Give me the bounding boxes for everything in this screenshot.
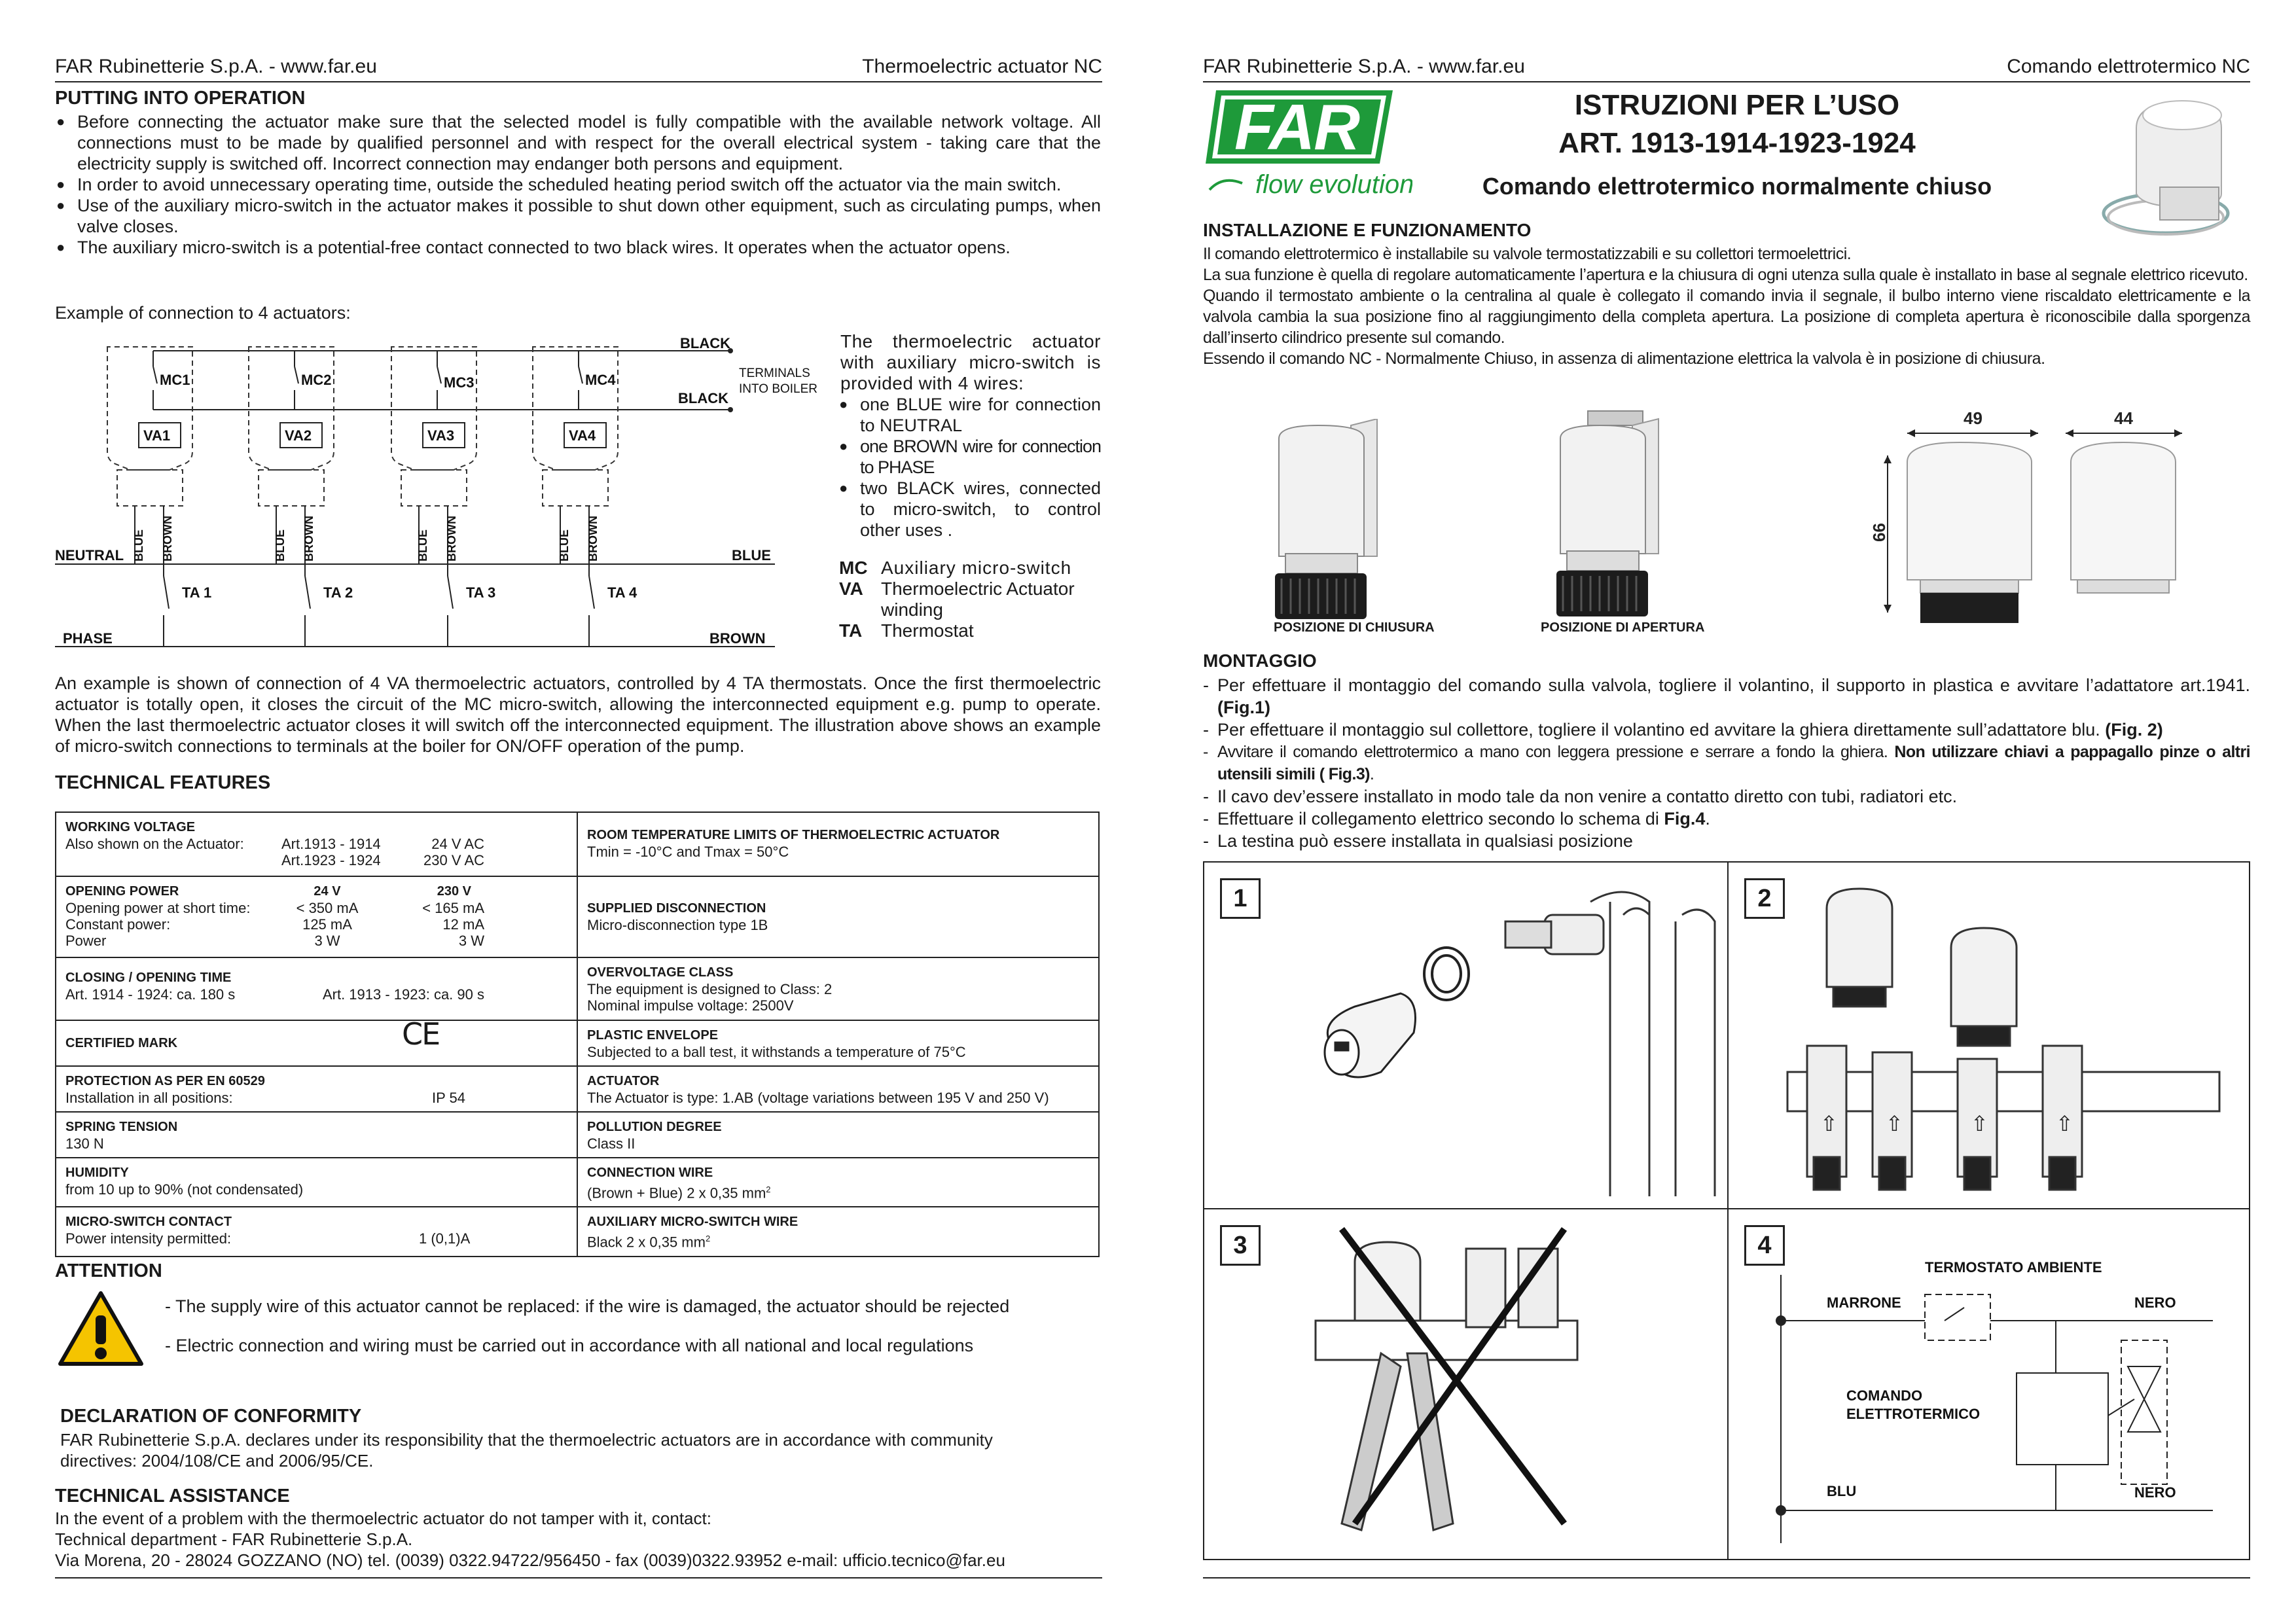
list-item: ● The auxiliary micro-switch is a potential-free contact connected to two black wires. It operates when the actuator opens.: [55, 237, 1101, 258]
neutral-label: NEUTRAL: [55, 547, 124, 563]
comando-label-2: ELETTROTERMICO: [1846, 1406, 1981, 1422]
black-label-top: BLACK: [680, 335, 730, 351]
list-item: - Il cavo dev’essere installato in modo tale da non venire a contatto diretto con tubi, radiatori etc.: [1203, 785, 2250, 808]
logo-tagline: flow evolution: [1255, 170, 1412, 199]
montaggio-list: [1203, 674, 2250, 852]
title-art: ART. 1913-1914-1923-1924: [1558, 127, 1916, 159]
ta-label: TA 4: [607, 584, 637, 601]
wire-brown-label: BROWN: [445, 516, 458, 562]
va-label: VA4: [569, 427, 596, 444]
legend-row: TA Thermostat: [839, 620, 974, 641]
table-cell: HUMIDITY from 10 up to 90% (not condensated): [56, 1158, 577, 1207]
table-cell: OVERVOLTAGE CLASS The equipment is designed to Class: 2 Nominal impulse voltage: 2500V: [577, 957, 1099, 1020]
nero-label: NERO: [2134, 1294, 2176, 1311]
wire-blue-label: BLUE: [416, 529, 429, 562]
attention-item: - The supply wire of this actuator cannot be replaced: if the wire is damaged, the actuator should be rejected: [165, 1296, 1010, 1316]
blue-label: BLUE: [732, 547, 771, 563]
page-header: [55, 54, 1102, 82]
logo-text: FAR: [1234, 91, 1359, 163]
wire-blue-label: BLUE: [274, 529, 287, 562]
far-logo: [1203, 85, 1412, 206]
figure-number: 1: [1220, 878, 1261, 919]
dim-49: 49: [1964, 408, 1982, 428]
svg-text:⇧: ⇧: [1886, 1112, 1903, 1135]
legend-row: MC Auxiliary micro-switch: [839, 558, 1072, 578]
list-item: ● one BROWN wire for connection to PHASE: [838, 436, 1101, 478]
figures-grid: [1203, 861, 2250, 1560]
warning-icon: [56, 1289, 145, 1368]
termostato-label: TERMOSTATO AMBIENTE: [1925, 1259, 2102, 1275]
footer-rule: [55, 1577, 1102, 1578]
install-title: INSTALLAZIONE E FUNZIONAMENTO: [1203, 220, 1532, 240]
header-product: Comando elettrotermico NC: [2007, 56, 2250, 77]
table-cell: MICRO-SWITCH CONTACT Power intensity permitted: 1 (0,1)A: [56, 1207, 577, 1256]
figure-number: 3: [1220, 1225, 1261, 1266]
blu-label: BLU: [1827, 1483, 1857, 1499]
table-cell: SUPPLIED DISCONNECTION Micro-disconnection type 1B: [577, 876, 1099, 957]
header-company: FAR Rubinetterie S.p.A. - www.far.eu: [1203, 56, 1525, 77]
svg-text:⇧: ⇧: [2056, 1112, 2073, 1135]
table-cell: CERTIFIED MARK CE: [56, 1020, 577, 1066]
wire-blue-label: BLUE: [132, 529, 145, 562]
phase-label: PHASE: [63, 630, 113, 647]
table-cell: CLOSING / OPENING TIME Art. 1914 - 1924: ca. 180 s Art. 1913 - 1923: ca. 90 s: [56, 957, 577, 1020]
table-cell: POLLUTION DEGREE Class II: [577, 1112, 1099, 1158]
actuator-3: [391, 347, 476, 564]
dim-66: 66: [1869, 523, 1889, 542]
thermostats: [164, 564, 637, 647]
list-item: - Per effettuare il montaggio del comando sulla valvola, togliere il volantino, il supporto in plastica e avvitare l’adattatore art.1941. (Fig.1): [1203, 674, 2250, 719]
list-item: ● one BLUE wire for connection to NEUTRAL: [838, 394, 1101, 436]
technical-features-table: [55, 812, 1100, 1257]
actuator-1: [107, 347, 192, 564]
dim-44: 44: [2114, 408, 2133, 428]
table-cell: PROTECTION AS PER EN 60529 Installation in all positions: IP 54: [56, 1066, 577, 1112]
assistance-title: TECHNICAL ASSISTANCE: [55, 1486, 290, 1507]
putting-title: PUTTING INTO OPERATION: [55, 88, 306, 109]
example-text: An example is shown of connection of 4 VA thermoelectric actuators, controlled by 4 TA thermostats. Once the first thermoelectric actuator is totally open, it closes the circuit of the MC micro-switch, allowing the interconnected equipment e.g. pump to operate. When the last thermoelectric actuator closes it will switch off the interconnected equipment. The illustration above shows an example of micro-switch connections to terminals at the boiler for ON/OFF operation of the pump.: [55, 673, 1101, 756]
mc-label: MC3: [444, 374, 475, 391]
terminals-label: TERMINALS: [739, 366, 810, 380]
black-label-bottom: BLACK: [678, 390, 728, 406]
header-product: Thermoelectric actuator NC: [862, 56, 1102, 77]
declaration-title: DECLARATION OF CONFORMITY: [60, 1406, 362, 1427]
marrone-label: MARRONE: [1827, 1294, 1901, 1311]
page-header: [1203, 54, 2250, 82]
actuator-2: [249, 347, 334, 564]
declaration-text: FAR Rubinetterie S.p.A. declares under its responsibility that the thermoelectric actuators are in accordance with community directives: 2004/108/CE and 2006/95/CE.: [60, 1430, 993, 1471]
position-open-figure: [1515, 406, 1789, 628]
comando-label: COMANDO: [1846, 1387, 1923, 1404]
va-label: VA1: [143, 427, 171, 444]
position-closed-figure: [1253, 419, 1528, 628]
figure-1: [1204, 863, 1727, 1208]
actuator-photo: [2090, 89, 2261, 253]
legend-row: VA Thermoelectric Actuator winding: [839, 579, 1075, 620]
montaggio-title: MONTAGGIO: [1203, 651, 1317, 671]
svg-text:⇧: ⇧: [1820, 1112, 1838, 1135]
wire-brown-label: BROWN: [586, 516, 600, 562]
table-cell: OPENING POWER 24 V 230 V Opening power at short time: < 350 mA < 165 mA Constant power: 125 mA 12 mA Power 3 W 3 W: [56, 876, 577, 957]
assistance-text: In the event of a problem with the thermoelectric actuator do not tamper with it, contact: Technical department - FAR Rubinetterie S.p.A. Via Morena, 20 - 28024 GOZZANO (NO) tel. (0039) 0322.94722/956450 - fax (0039)0322.93952 e-mail: ufficio.tecnico@far.eu: [55, 1508, 1005, 1570]
list-item: ● Before connecting the actuator make sure that the selected model is fully compatible with the available network voltage. All connections must to be made by qualified personnel and with respect for the overall electrical system - taking care that the electricity supply is switched off. Incorrect connection may endanger both persons and equipment.: [55, 111, 1101, 174]
brown-label: BROWN: [709, 630, 766, 647]
subtitle: Comando elettrotermico normalmente chiuso: [1482, 173, 1992, 200]
tech-title: TECHNICAL FEATURES: [55, 772, 271, 793]
nero-label-2: NERO: [2134, 1484, 2176, 1501]
list-item: ● Use of the auxiliary micro-switch in the actuator makes it possible to shut down other equipment, such as circulating pumps, when valve closes.: [55, 195, 1101, 237]
footer-rule: [1203, 1577, 2250, 1578]
header-company: FAR Rubinetterie S.p.A. - www.far.eu: [55, 56, 377, 77]
italian-page: [1148, 0, 2296, 1623]
title-main: ISTRUZIONI PER L’USO: [1574, 89, 1900, 121]
table-cell: WORKING VOLTAGE Also shown on the Actuator: Art.1913 - 1914 24 V AC Art.1923 - 1924 230 V AC: [56, 812, 577, 876]
attention-item: - Electric connection and wiring must be carried out in accordance with all national and local regulations: [165, 1336, 974, 1355]
wire-brown-label: BROWN: [302, 516, 315, 562]
list-item: ● two BLACK wires, connected to micro-switch, to control other uses .: [838, 478, 1101, 541]
ta-label: TA 2: [323, 584, 353, 601]
figure-number: 4: [1744, 1225, 1785, 1266]
wiring-diagram: [55, 327, 840, 661]
wire-brown-label: BROWN: [161, 516, 174, 562]
install-text: Il comando elettrotermico è installabile su valvole termostatizzabili e su collettori termoelettrici. La sua funzione è quella di regolare automaticamente l’apertura e la chiusura di ogni utenza sulla quale è installato in base al segnale elettrico ricevuto. Quando il termostato ambiente o la centralina al quale è collegato il comando invia il segnale, il bulbo interno viene riscaldato elettricamente e la valvola cambia la sua posizione fino al raggiungimento della completa apertura. La posizione di completa apertura è riconoscibile dalla sporgenza dall’inserto cilindrico presente sul comando. Essendo il comando NC - Normalmente Chiuso, in assenza di alimentazione elettrica la valvola è in posizione di chiusura.: [1203, 245, 2250, 368]
table-cell: SPRING TENSION 130 N: [56, 1112, 577, 1158]
actuator-4: [533, 347, 618, 564]
table-cell: ROOM TEMPERATURE LIMITS OF THERMOELECTRIC ACTUATOR Tmin = -10°C and Tmax = 50°C: [577, 812, 1099, 876]
table-cell: PLASTIC ENVELOPE Subjected to a ball test, it withstands a temperature of 75°C: [577, 1020, 1099, 1066]
table-cell: AUXILIARY MICRO-SWITCH WIRE Black 2 x 0,35 $mm^2$: [577, 1207, 1099, 1256]
example-label: Example of connection to 4 actuators:: [55, 303, 351, 323]
figure-2: [1729, 863, 2251, 1208]
figure-3: [1204, 1209, 1727, 1561]
svg-text:⇧: ⇧: [1971, 1112, 1988, 1135]
figure-4: [1729, 1209, 2251, 1561]
side-intro: The thermoelectric actuator with auxiliary micro-switch is provided with 4 wires:: [840, 331, 1101, 393]
mc-label: MC4: [585, 372, 616, 388]
va-label: VA2: [285, 427, 312, 444]
dimensions-figure: [1842, 403, 2261, 630]
pos-open-label: POSIZIONE DI APERTURA: [1541, 620, 1705, 635]
side-legend: [839, 558, 1101, 641]
figure-number: 2: [1744, 878, 1785, 919]
ta-label: TA 3: [466, 584, 496, 601]
va-label: VA3: [427, 427, 455, 444]
mc-label: MC1: [160, 372, 190, 388]
list-item: - La testina può essere installata in qualsiasi posizione: [1203, 830, 2250, 852]
pos-closed-label: POSIZIONE DI CHIUSURA: [1274, 620, 1435, 635]
ce-mark: CE: [402, 1016, 440, 1052]
side-list: [838, 394, 1101, 541]
putting-list: [55, 111, 1101, 258]
into-boiler-label: INTO BOILER: [739, 382, 818, 396]
attention-title: ATTENTION: [55, 1260, 162, 1281]
table-cell: CONNECTION WIRE (Brown + Blue) 2 x 0,35 $mm^2$: [577, 1158, 1099, 1207]
list-item: - Per effettuare il montaggio sul collettore, togliere il volantino ed avvitare la ghiera direttamente sull’adattatore blu. (Fig. 2): [1203, 719, 2250, 741]
mc-label: MC2: [301, 372, 332, 388]
table-cell: ACTUATOR The Actuator is type: 1.AB (voltage variations between 195 V and 250 V): [577, 1066, 1099, 1112]
ta-label: TA 1: [182, 584, 212, 601]
list-item: - Avvitare il comando elettrotermico a mano con leggera pressione e serrare a fondo la ghiera. Non utilizzare chiavi a pappagallo pinze o altri utensili simili ( Fig.3).: [1203, 741, 2250, 785]
list-item: ● In order to avoid unnecessary operating time, outside the scheduled heating period switch off the actuator via the main switch.: [55, 174, 1101, 195]
list-item: - Effettuare il collegamento elettrico secondo lo schema di Fig.4.: [1203, 808, 2250, 830]
wire-blue-label: BLUE: [558, 529, 571, 562]
